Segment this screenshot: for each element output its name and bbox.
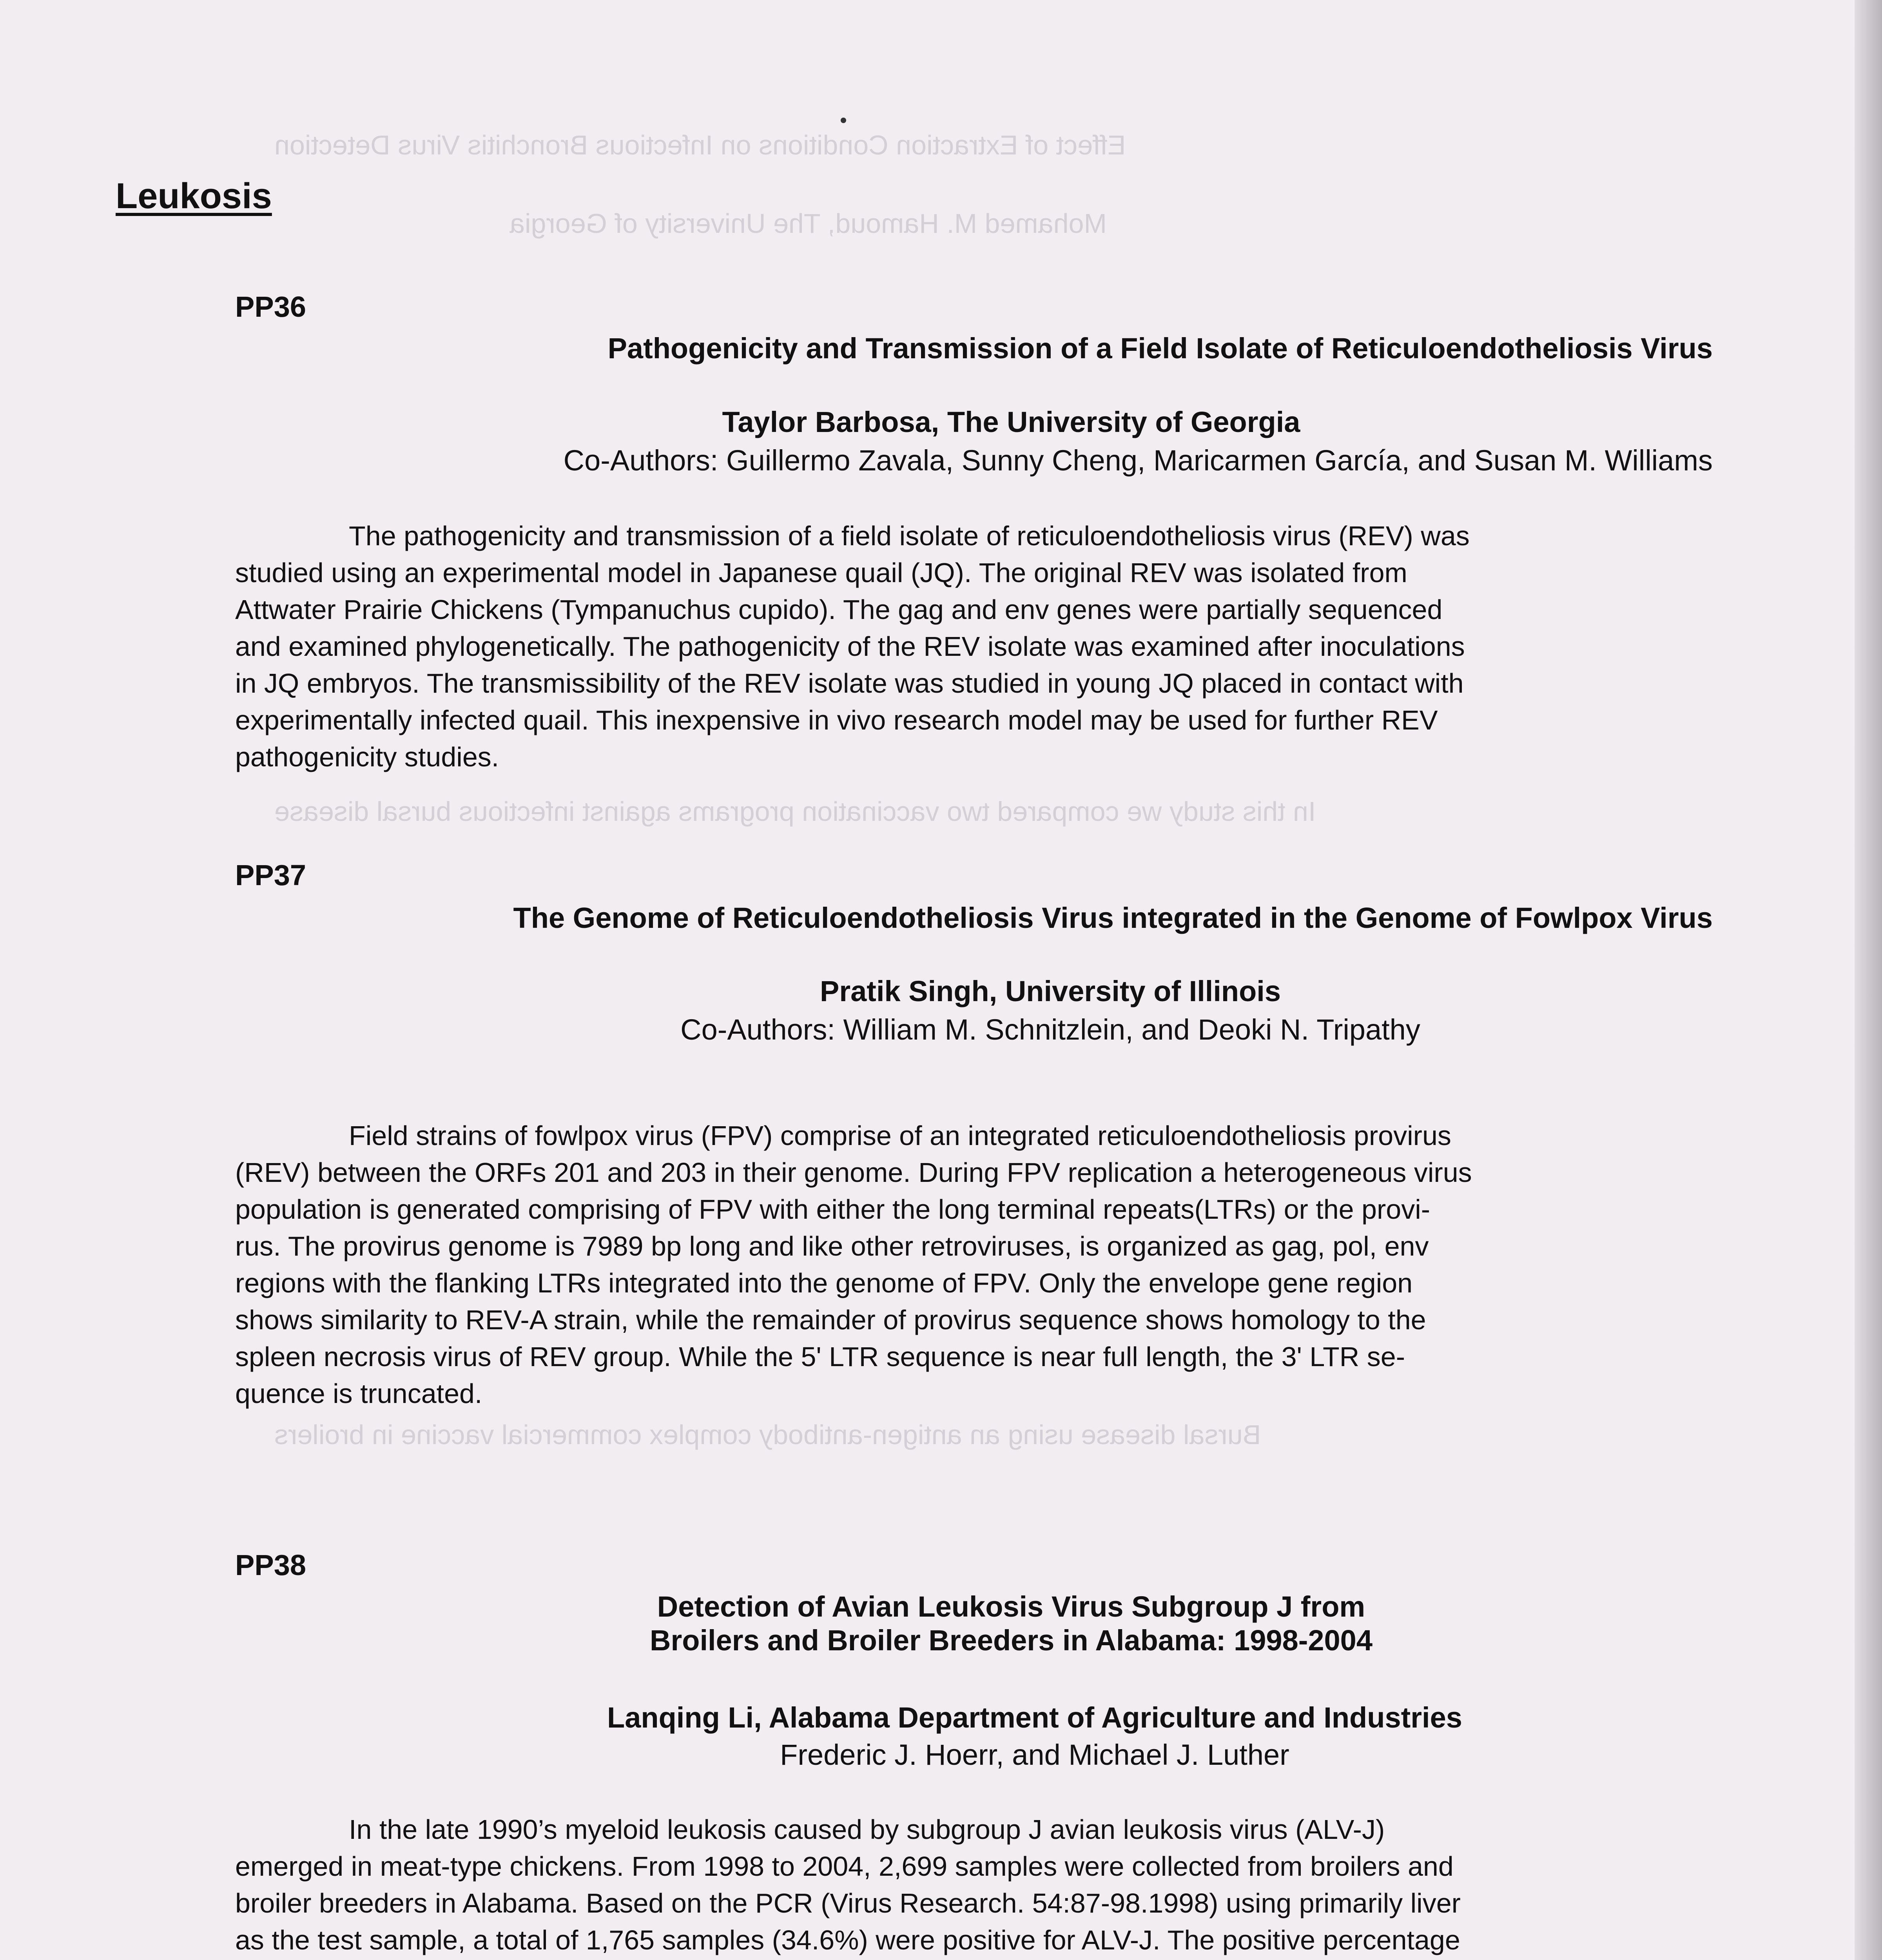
section-title: Leukosis bbox=[116, 176, 272, 216]
abstract-line: spleen necrosis virus of REV group. While the 5' LTR sequence is near full length, the 3' LTR se- bbox=[235, 1341, 1405, 1372]
abstract-pp38 bbox=[235, 1811, 1709, 1960]
abstract-line: population is generated comprising of FPV with either the long terminal repeats(LTRs) or the provi- bbox=[235, 1194, 1431, 1225]
abstract-line: as the test sample, a total of 1,765 samples (34.6%) were positive for ALV-J. The positive percentage bbox=[235, 1925, 1460, 1955]
show-through-text: Effect of Extraction Conditions on Infectious Bronchitis Virus Detection bbox=[274, 130, 1126, 160]
presenter-pp37: Pratik Singh, University of Illinois bbox=[820, 975, 1281, 1007]
abstract-line: rus. The provirus genome is 7989 bp long and like other retroviruses, is organized as gag, pol, env bbox=[235, 1231, 1429, 1261]
paper-id-pp38: PP38 bbox=[235, 1549, 306, 1581]
page-edge-shadow bbox=[1855, 0, 1882, 1960]
coauthors-pp37: Co-Authors: William M. Schnitzlein, and Deoki N. Tripathy bbox=[680, 1013, 1420, 1046]
abstract-line: (REV) between the ORFs 201 and 203 in their genome. During FPV replication a heterogeneous virus bbox=[235, 1157, 1472, 1188]
abstract-line: In the late 1990’s myeloid leukosis caused by subgroup J avian leukosis virus (ALV-J) bbox=[349, 1814, 1385, 1845]
abstract-line: broiler breeders in Alabama. Based on the PCR (Virus Research. 54:87-98.1998) using primarily liver bbox=[235, 1888, 1461, 1918]
abstract-line bbox=[235, 1958, 1709, 1960]
show-through-text: Bursal disease using an antigen-antibody complex commercial vaccine in broilers bbox=[274, 1419, 1261, 1450]
abstract-line: in JQ embryos. The transmissibility of the REV isolate was studied in young JQ placed in contact with bbox=[235, 668, 1464, 699]
paper-title-pp38-line2: Broilers and Broiler Breeders in Alabama: 1998-2004 bbox=[650, 1624, 1373, 1657]
presenter-pp38: Lanqing Li, Alabama Department of Agriculture and Industries bbox=[607, 1701, 1462, 1734]
show-through-text: Mohamed M. Hamoud, The University of Georgia bbox=[509, 208, 1107, 239]
abstract-line: emerged in meat-type chickens. From 1998 to 2004, 2,699 samples were collected from broilers and bbox=[235, 1851, 1454, 1882]
abstract-line: and examined phylogenetically. The pathogenicity of the REV isolate was examined after inoculations bbox=[235, 631, 1465, 662]
presenter-pp36: Taylor Barbosa, The University of Georgia bbox=[722, 406, 1300, 438]
abstract-line: shows similarity to REV-A strain, while the remainder of provirus sequence shows homology to the bbox=[235, 1305, 1426, 1335]
paper-title-pp37: The Genome of Reticuloendotheliosis Virus integrated in the Genome of Fowlpox Virus bbox=[513, 902, 1713, 934]
abstract-line: studied using an experimental model in Japanese quail (JQ). The original REV was isolated from bbox=[235, 557, 1407, 588]
abstract-line: experimentally infected quail. This inexpensive in vivo research model may be used for further REV bbox=[235, 705, 1438, 735]
abstract-line: quence is truncated. bbox=[235, 1378, 482, 1409]
abstract-line: Attwater Prairie Chickens (Tympanuchus cupido). The gag and env genes were partially sequenced bbox=[235, 594, 1443, 625]
ink-dot bbox=[841, 118, 846, 123]
abstract-line: Field strains of fowlpox virus (FPV) comprise of an integrated reticuloendotheliosis provirus bbox=[349, 1120, 1451, 1151]
paper-id-pp36: PP36 bbox=[235, 290, 306, 323]
abstract-line: pathogenicity studies. bbox=[235, 742, 499, 772]
abstract-line: The pathogenicity and transmission of a field isolate of reticuloendotheliosis virus (REV) was bbox=[349, 521, 1470, 551]
show-through-text: In this study we compared two vaccination programs against infectious bursal disease bbox=[274, 796, 1316, 827]
abstract-pp36 bbox=[235, 517, 1709, 775]
abstract-pp37 bbox=[235, 1117, 1709, 1412]
abstract-line: regions with the flanking LTRs integrated into the genome of FPV. Only the envelope gene region bbox=[235, 1268, 1413, 1298]
coauthors-pp36: Co-Authors: Guillermo Zavala, Sunny Cheng, Maricarmen García, and Susan M. Williams bbox=[563, 444, 1713, 477]
paper-title-pp36: Pathogenicity and Transmission of a Field Isolate of Reticuloendotheliosis Virus bbox=[607, 332, 1713, 365]
paper-title-pp38-line1: Detection of Avian Leukosis Virus Subgroup J from bbox=[657, 1590, 1365, 1623]
coauthors-pp38: Frederic J. Hoerr, and Michael J. Luther bbox=[780, 1739, 1289, 1771]
paper-id-pp37: PP37 bbox=[235, 859, 306, 891]
